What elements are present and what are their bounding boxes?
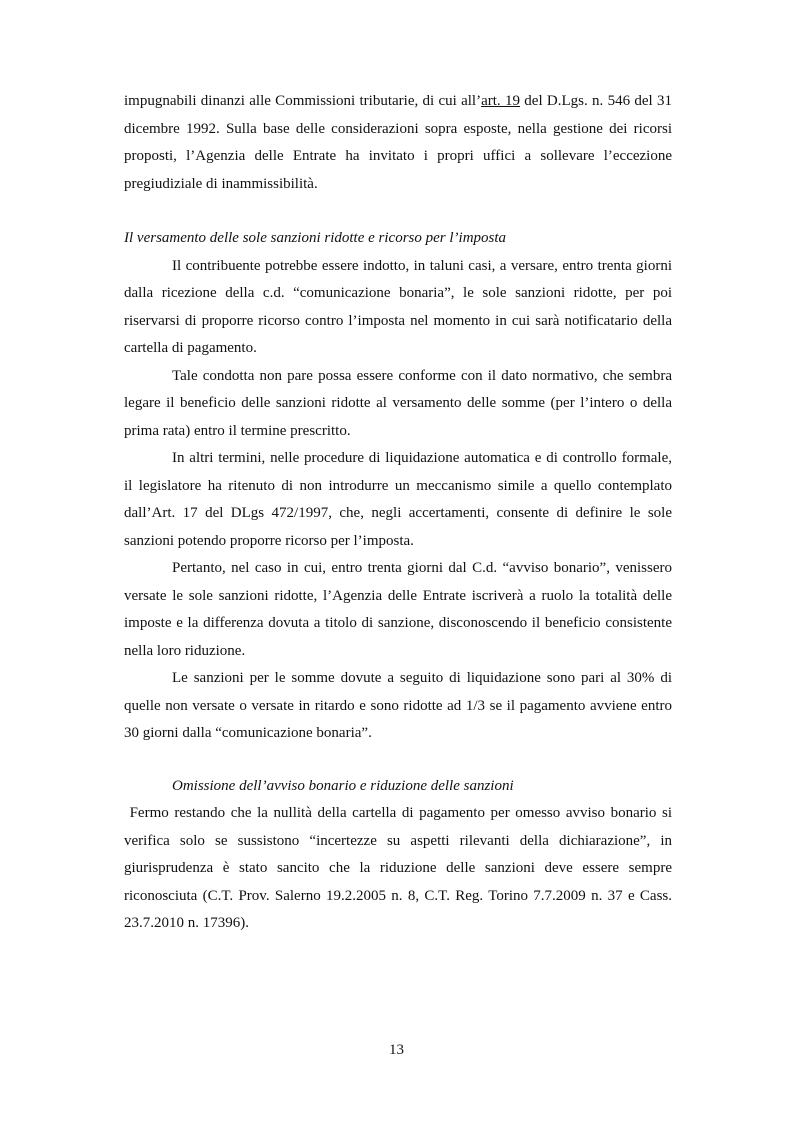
paragraph-fermo-restando: Fermo restando che la nullità della cartella di pagamento per omesso avviso bonario si verifica solo se sussistono “incertezze su aspetti rilevanti della dichiarazione”, in giurisprudenza è stato sancito che la riduzione delle sanzioni deve essere sempre riconosciuta (C.T. Prov. Salerno 19.2.2005 n. 8, C.T. Reg. Torino 7.7.2009 n. 37 e Cass. 23.7.2010 n. 17396). [124, 805, 676, 931]
intro-text-end: del D.Lgs. n. 546 del 31 dicembre 1992. Sulla base delle considerazioni sopra esposte, nella gestione dei ricorsi proposti, l’Agenzia delle Entrate ha invitato i propri uffici a sollevare l’eccezione pregiudiziale di inammissibilità. [124, 93, 672, 192]
intro-paragraph [124, 88, 672, 198]
section-heading-versamento: Il versamento delle sole sanzioni ridotte e ricorso per l’imposta [124, 230, 507, 246]
paragraph-altri-termini: In altri termini, nelle procedure di liquidazione automatica e di controllo formale, il legislatore ha ritenuto di non introdurre un meccanismo simile a quello contemplato dall’Art. 17 del DLgs 472/1997, che, negli accertamenti, consente di definire le sole sanzioni potendo proporre ricorso per l’imposta. [124, 450, 672, 549]
art-19-link[interactable]: art. 19 [481, 93, 520, 109]
section-spacer [124, 198, 672, 225]
section-heading-omissione: Omissione dell’avviso bonario e riduzione delle sanzioni [172, 777, 514, 794]
section-spacer [124, 748, 672, 773]
intro-text-start: impugnabili dinanzi alle Commissioni tributarie, di cui all’ [124, 93, 482, 109]
paragraph-contribuente: Il contribuente potrebbe essere indotto, in taluni casi, a versare, entro trenta giorni dalla ricezione della c.d. “comunicazione bonaria”, le sole sanzioni ridotte, per poi riservarsi di proporre ricorso contro l’imposta nel momento in cui sarà notificatario della cartella di pagamento. [124, 257, 672, 356]
paragraph-pertanto: Pertanto, nel caso in cui, entro trenta giorni dal C.d. “avviso bonario”, venissero versate le sole sanzioni ridotte, l’Agenzia delle Entrate iscriverà a ruolo la totalità delle imposte e la differenza dovuta a titolo di sanzione, disconoscendo il beneficio consistente nella loro riduzione. [124, 560, 672, 659]
page-number: 13 [389, 1042, 404, 1058]
paragraph-sanzioni: Le sanzioni per le somme dovute a seguito di liquidazione sono pari al 30% di quelle non versate o versate in ritardo e sono ridotte ad 1/3 se il pagamento avviene entro 30 giorni dalla “comunicazione bonaria”. [124, 670, 672, 741]
page-body [124, 88, 676, 938]
paragraph-condotta: Tale condotta non pare possa essere conforme con il dato normativo, che sembra legare il beneficio delle sanzioni ridotte al versamento delle somme (per l’intero o della prima rata) entro il termine prescritto. [124, 367, 672, 439]
